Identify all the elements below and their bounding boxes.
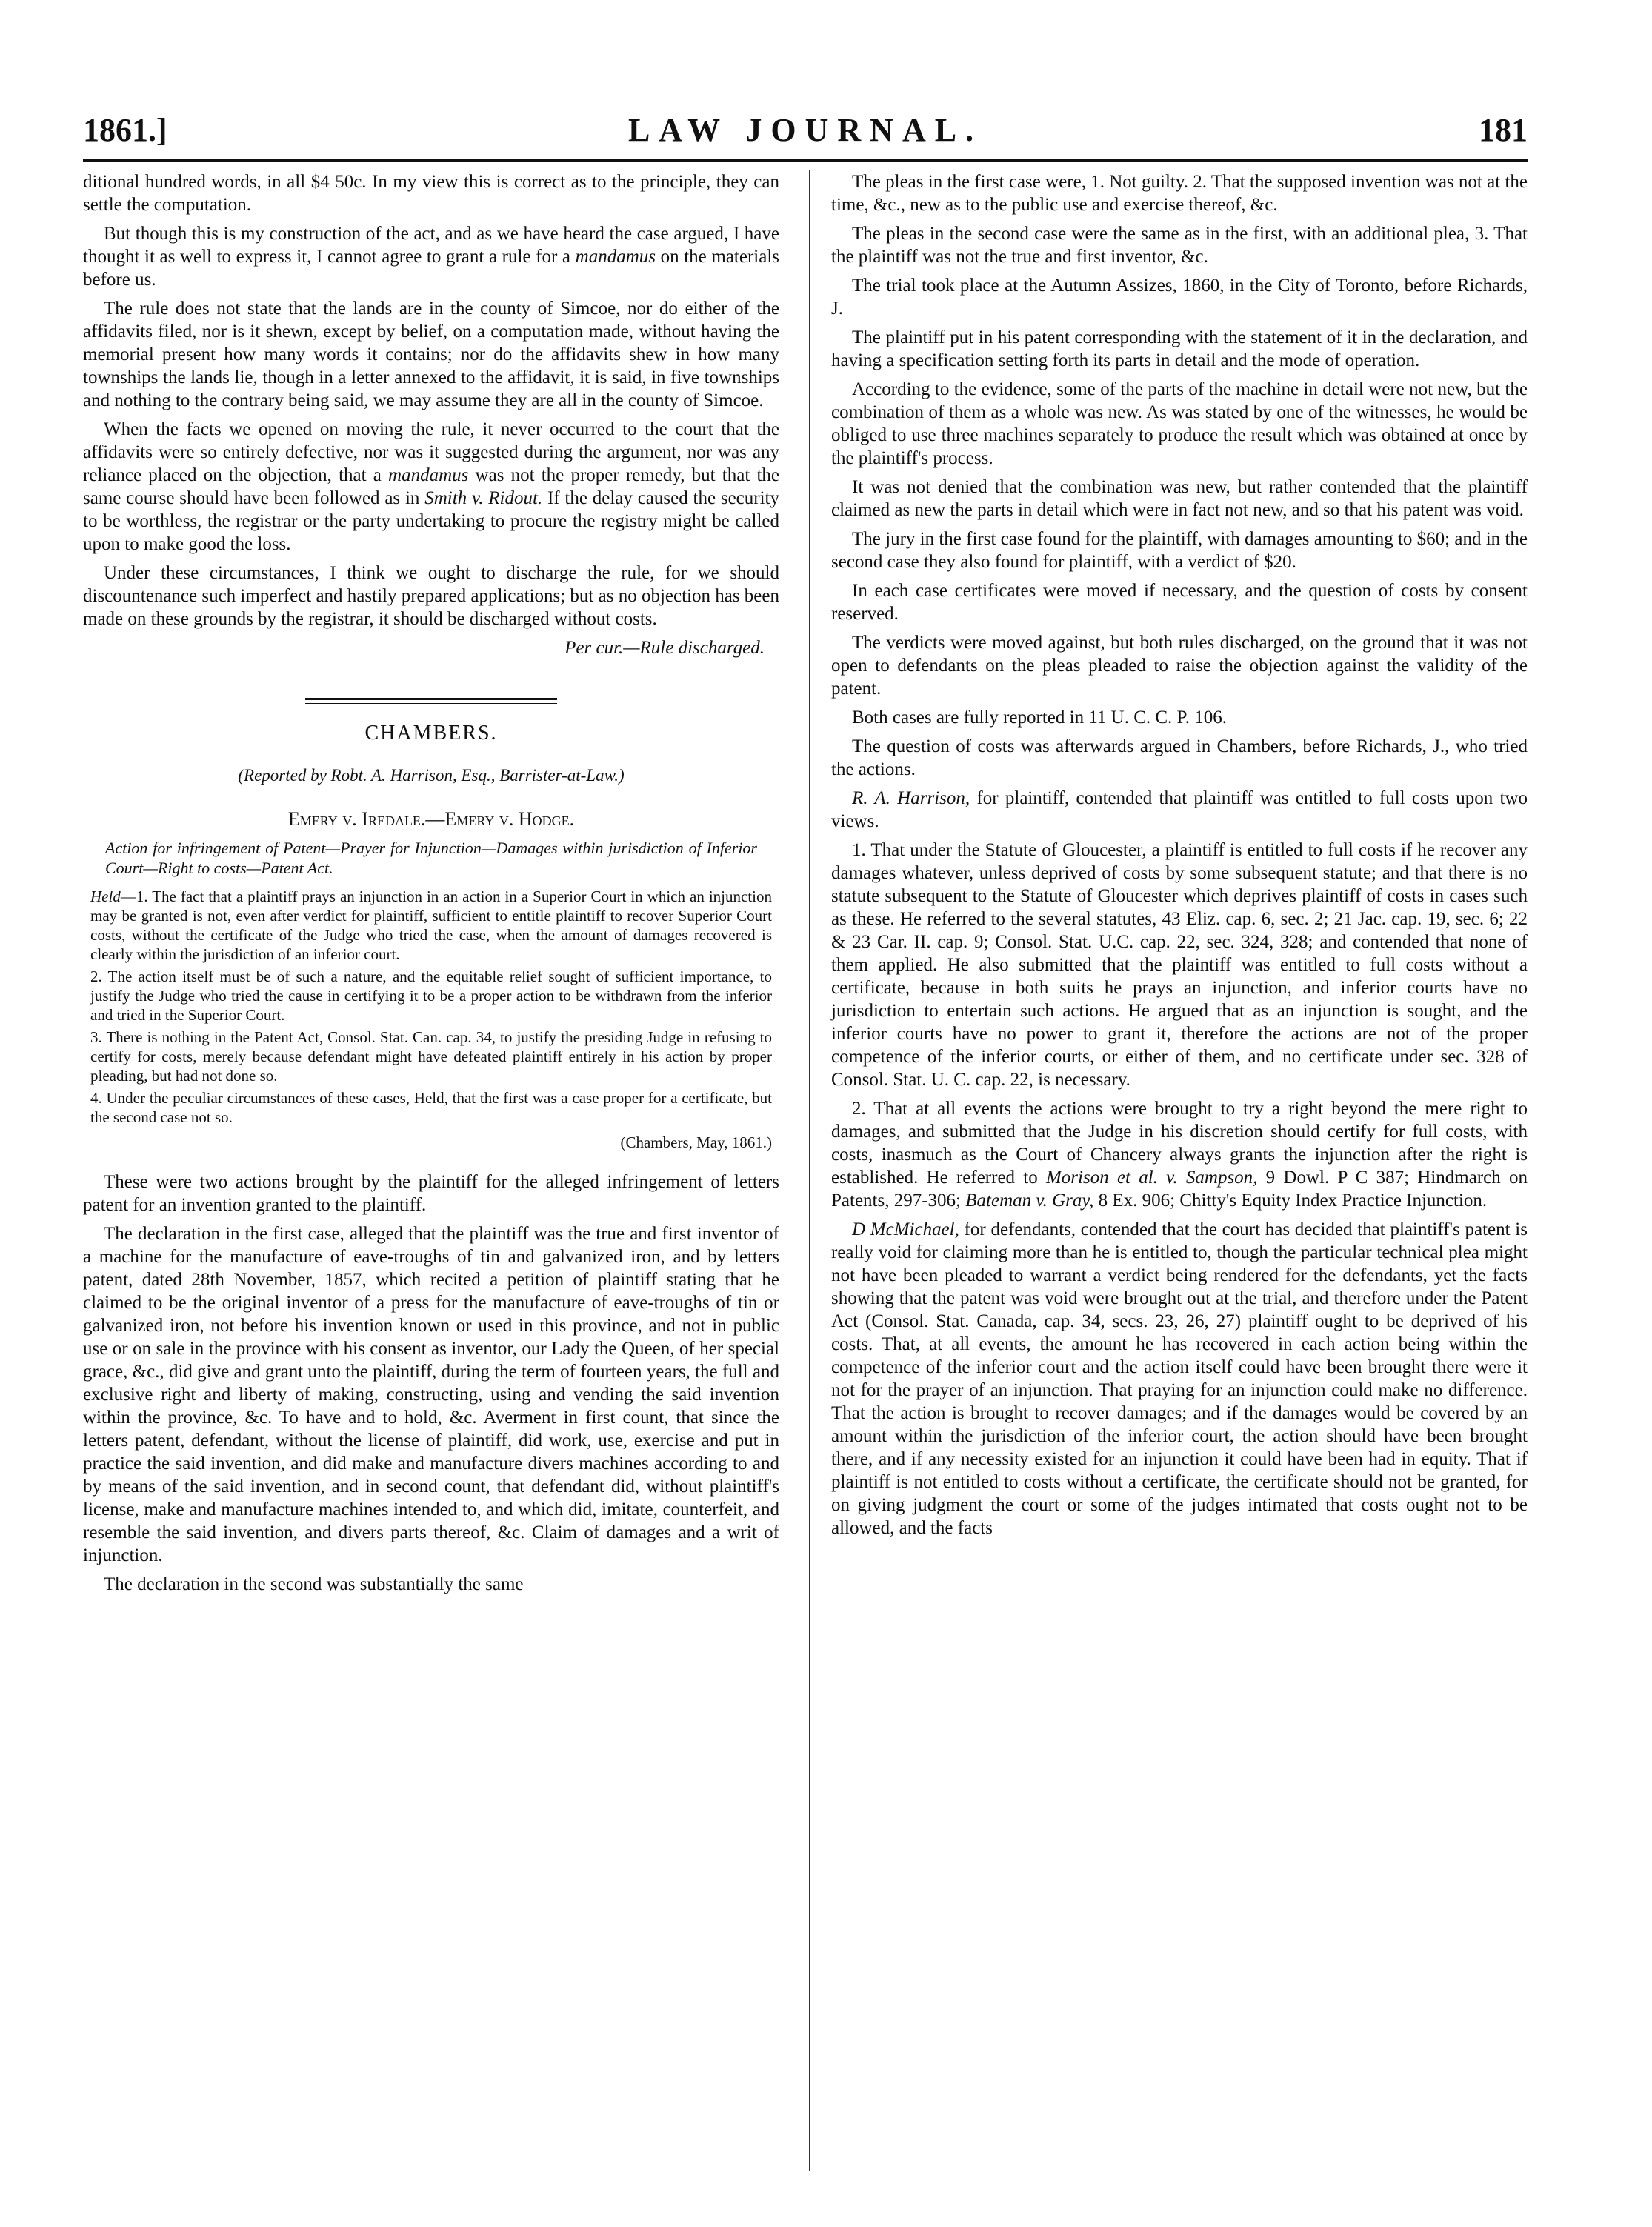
headnote: Action for infringement of Patent—Prayer for Injunction—Damages within jurisdiction of Inferior Court—Right to costs—Patent Act. [105, 839, 757, 877]
per-curiam: Per cur.—Rule discharged. [564, 638, 765, 658]
case-title: Emery v. Iredale.—Emery v. Hodge. [287, 808, 575, 830]
paragraph: The trial took place at the Autumn Assizes, 1860, in the City of Toronto, before Richards, J. [831, 276, 1528, 319]
paragraph: ditional hundred words, in all $4 50c. In my view this is correct as to the principle, they can settle the computation. [83, 172, 779, 215]
held-item: Held—1. The fact that a plaintiff prays an injunction in an action in a Superior Court in which an injunction may be granted is not, even after verdict for plaintiff, sufficient to entitle plaintiff to recover Superior Court costs, without the certificate of the Judge who tried the case, when the amount of damages recovered is clearly within the jurisdiction of an inferior court. [90, 888, 772, 963]
paragraph: The pleas in the second case were the same as in the first, with an additional plea, 3. That the plaintiff was not the true and first inventor, &c. [831, 224, 1528, 267]
paragraph: In each case certificates were moved if necessary, and the question of costs by consent reserved. [831, 581, 1528, 624]
paragraph: But though this is my construction of the act, and as we have heard the case argued, I have thought it as well to express it, I cannot agree to grant a rule for a mandamus on the materials before us. [83, 224, 779, 290]
left-column [83, 170, 779, 1602]
paragraph: 1. That under the Statute of Gloucester, a plaintiff is entitled to full costs if he recover any damages whatever, unless deprived of costs by some subsequent statute; and that there is no statute subsequent to the Statute of Gloucester which deprives plaintiff of costs in cases such as these. He referred to the several statutes, 43 Eliz. cap. 6, sec. 2; 21 Jac. cap. 19, sec. 6; 22 & 23 Car. II. cap. 9; Consol. Stat. U.C. cap. 22, sec. 324, 328; and contended that none of them applied. He also submitted that the plaintiff was entitled to full costs without a certificate, because in both suits he prays an injunction, and inferior courts have no jurisdiction to entertain such actions. He argued that as an injunction is sought, and the inferior courts have no power to grant it, therefore the actions are not of the proper competence of the inferior courts, or either of them, and no certificate under sec. 328 of Consol. Stat. U. C. cap. 22, is necessary. [831, 840, 1528, 1090]
paragraph: The plaintiff put in his patent corresponding with the statement of it in the declaration, and having a specification setting forth its parts in detail and the mode of operation. [831, 327, 1528, 370]
page-header [83, 104, 1528, 156]
paragraph: The question of costs was afterwards argued in Chambers, before Richards, J., who tried the actions. [831, 736, 1528, 779]
held-item: 4. Under the peculiar circumstances of these cases, Held, that the first was a case proper for a certificate, but the second case not so. [90, 1089, 772, 1126]
paragraph: The verdicts were moved against, but both rules discharged, on the ground that it was not open to defendants on the pleas pleaded to raise the objection against the validity of the patent. [831, 633, 1528, 699]
paragraph: The rule does not state that the lands are in the county of Simcoe, nor do either of the affidavits filed, nor is it shewn, except by belief, on a computation made, without having the memorial present how many words it contains; nor do the affidavits shew in how many townships the lands lie, though in a letter annexed to the affidavit, it is said, in five townships and nothing to the contrary being said, we may assume they are all in the county of Simcoe. [83, 299, 779, 410]
paragraph: According to the evidence, some of the parts of the machine in detail were not new, but the combination of them as a whole was new. As was stated by one of the witnesses, he would be obliged to use three machines separately to produce the result which was obtained at once by the plaintiff's process. [831, 379, 1528, 468]
paragraph: When the facts we opened on moving the rule, it never occurred to the court that the affidavits were so entirely defective, nor was it suggested during the argument, nor was any reliance placed on the objection, that a mandamus was not the proper remedy, but that the same course should have been followed as in Smith v. Ridout. If the delay caused the security to be worthless, the registrar or the party undertaking to procure the registry might be called upon to make good the loss. [83, 419, 779, 554]
held-item: 2. The action itself must be of such a nature, and the equitable relief sought of sufficient importance, to justify the Judge who tried the cause in certifying it to be a proper action to be withdrawn from the inferior and tried in the Superior Court. [90, 968, 772, 1024]
header-rule [83, 159, 1528, 162]
paragraph: The pleas in the first case were, 1. Not guilty. 2. That the supposed invention was not at the time, &c., new as to the public use and exercise thereof, &c. [831, 172, 1528, 215]
reporter-line: (Reported by Robt. A. Harrison, Esq., Barrister-at-Law.) [238, 766, 625, 785]
column-divider [809, 170, 810, 2171]
paragraph: D McMichael, for defendants, contended that the court has decided that plaintiff's patent is really void for claiming more than he is entitled to, though the particular technical plea might not have been pleaded to warrant a verdict being rendered for the defendants, yet the facts showing that the patent was void were brought out at the trial, and therefore under the Patent Act (Consol. Stat. Canada, cap. 34, secs. 23, 26, 27) plaintiff ought to be deprived of his costs. That, at all events, the amount he has recovered in each action being within the competence of the inferior court and the action itself could have been brought there were it not for the prayer of an injunction. That praying for an injunction could make no difference. That the action is brought to recover damages; and if the damages would be covered by an amount within the jurisdiction of the inferior court, the action should have been brought there, and if any necessity existed for an injunction it could have been had in equity. That if plaintiff is not entitled to costs without a certificate, the certificate should not be granted, for on giving judgment the court or some of the judges intimated that costs ought not to be allowed, and the facts [831, 1219, 1528, 1538]
header-page-number: 181 [1479, 112, 1528, 148]
section-divider [305, 698, 557, 704]
paragraph: The declaration in the second was substantially the same [104, 1574, 524, 1594]
header-year: 1861.] [83, 112, 167, 148]
paragraph: The declaration in the first case, alleged that the plaintiff was the true and first inventor of a machine for the manufacture of eave-troughs of tin and galvanized iron, and by letters patent, dated 28th November, 1857, which recited a petition of plaintiff stating that he claimed to be the original inventor of a press for the manufacture of eave-troughs of tin or galvanized iron, not before his invention known or used in this province, and not in public use or on sale in the province with his consent as inventor, our Lady the Queen, of her special grace, &c., did give and grant unto the plaintiff, during the term of fourteen years, the full and exclusive right and liberty of making, constructing, using and vending the said invention within the province, &c. To have and to hold, &c. Averment in first count, that since the letters patent, defendant, without the license of plaintiff, did work, use, exercise and put in practice the said invention, and did make and manufacture divers machines according to and by means of the said invention, and in second count, that defendant did, without plaintiff's license, make and manufacture machines intended to, and which did, imitate, counterfeit, and resemble the said invention, and divers parts thereof, &c. Claim of damages and a writ of injunction. [83, 1224, 779, 1565]
paragraph: 2. That at all events the actions were brought to try a right beyond the mere right to damages, and submitted that the Judge in his discretion should certify for full costs, with costs, inasmuch as the Court of Chancery always grants the injunction after the right is established. He referred to Morison et al. v. Sampson, 9 Dowl. P C 387; Hindmarch on Patents, 297-306; Bateman v. Gray, 8 Ex. 906; Chitty's Equity Index Practice Injunction. [831, 1099, 1528, 1211]
paragraph: The jury in the first case found for the plaintiff, with damages amounting to $60; and in the second case they also found for plaintiff, with a verdict of $20. [831, 529, 1528, 572]
held-item: 3. There is nothing in the Patent Act, Consol. Stat. Can. cap. 34, to justify the presiding Judge in refusing to certify for costs, merely because defendant might have defeated plaintiff entirely in his action by proper pleading, but had not done so. [90, 1028, 772, 1085]
paragraph: R. A. Harrison, for plaintiff, contended that plaintiff was entitled to full costs upon two views. [831, 788, 1528, 831]
right-column [831, 170, 1528, 1545]
header-title: LAW JOURNAL. [627, 112, 983, 148]
held-notes [83, 887, 779, 1127]
paragraph: Both cases are fully reported in 11 U. C. C. P. 106. [852, 708, 1227, 728]
paragraph: Under these circumstances, I think we ought to discharge the rule, for we should discountenance such imperfect and hastily prepared applications; but as no objection has been made on these grounds by the registrar, it should be discharged without costs. [83, 563, 779, 629]
paragraph: It was not denied that the combination was new, but rather contended that the plaintiff claimed as new the parts in detail which were in fact not new, and so that his patent was void. [831, 477, 1528, 520]
citation: (Chambers, May, 1861.) [620, 1134, 772, 1151]
paragraph: These were two actions brought by the plaintiff for the alleged infringement of letters patent for an invention granted to the plaintiff. [83, 1172, 779, 1215]
section-heading: CHAMBERS. [364, 722, 498, 745]
